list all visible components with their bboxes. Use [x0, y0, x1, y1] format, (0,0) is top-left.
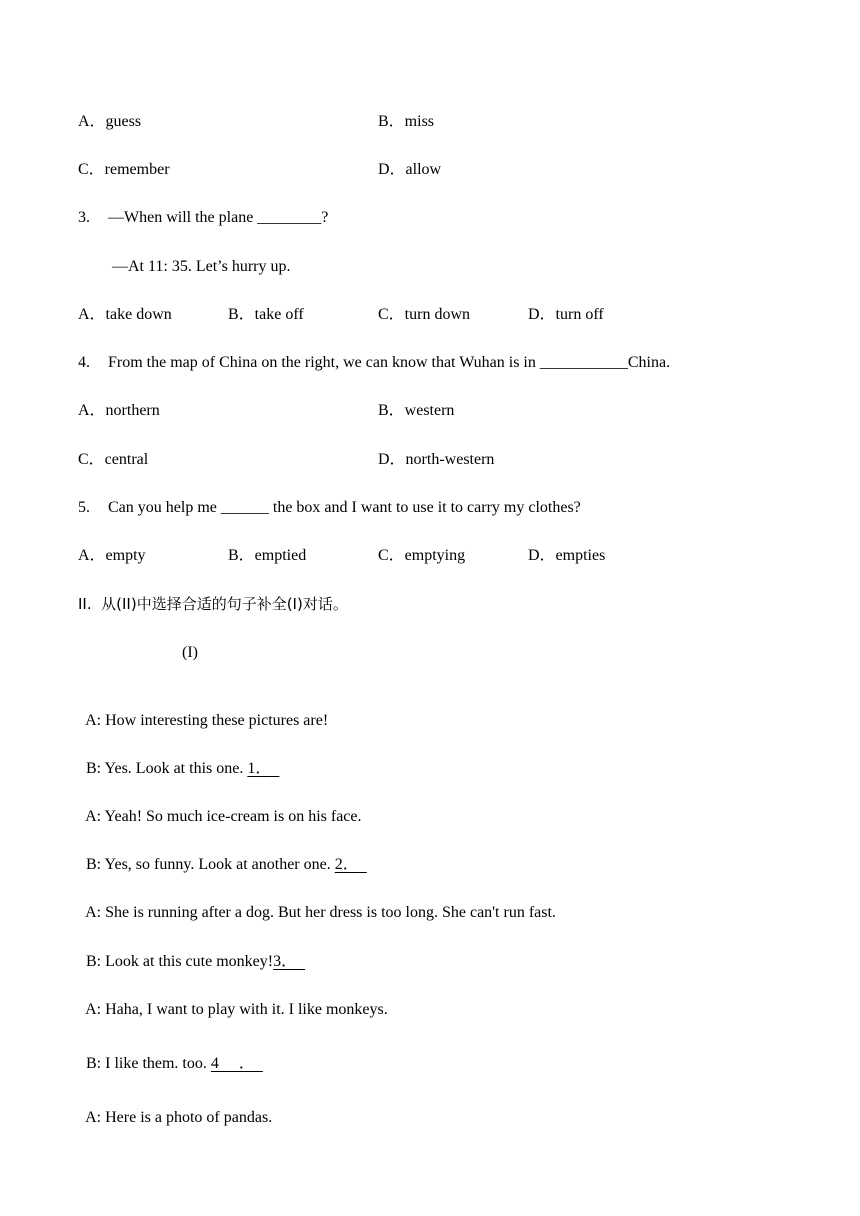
dialogue-line: B: Look at this cute monkey!3． [86, 953, 298, 970]
dialogue-line: A: She is running after a dog. But her dress is too long. She can't run fast. [85, 904, 556, 921]
q3-number: 3. [78, 209, 90, 226]
part-label: (I) [182, 644, 198, 661]
q3-option-c: C．turn down [378, 306, 471, 323]
q5-question: Can you help me ______ the box and I want to use it to carry my clothes? [108, 499, 581, 516]
q5-option-a: A．empty [78, 547, 146, 564]
q3-question: —When will the plane ________? [108, 209, 329, 226]
q5-option-c: C．emptying [378, 547, 466, 564]
q2-option-d: D．allow [378, 161, 442, 178]
q3-option-b: B．take off [228, 306, 304, 323]
q4-option-a: A．northern [78, 402, 160, 419]
dialogue-line: A: Here is a photo of pandas. [85, 1109, 273, 1126]
q4-option-b: B．western [378, 402, 455, 419]
q5-option-b: B．emptied [228, 547, 307, 564]
blank-4: 4 ． [210, 1055, 255, 1072]
q2-option-c: C．remember [78, 161, 170, 178]
q4-number: 4. [78, 354, 90, 371]
q4-option-c: C．central [78, 451, 149, 468]
blank-2: 2． [334, 856, 359, 873]
q2-option-b: B．miss [378, 113, 435, 130]
q3-option-a: A．take down [78, 306, 172, 323]
dialogue-line: A: Yeah! So much ice-cream is on his face. [85, 808, 362, 825]
dialogue-line: A: How interesting these pictures are! [85, 712, 329, 729]
q2-option-a: A．guess [78, 113, 142, 130]
q3-reply: —At 11: 35. Let’s hurry up. [112, 258, 291, 275]
dialogue-line: B: Yes, so funny. Look at another one. 2． [86, 856, 359, 873]
q3-option-d: D．turn off [528, 306, 604, 323]
q4-option-d: D．north-western [378, 451, 495, 468]
q4-question: From the map of China on the right, we can know that Wuhan is in ___________China. [108, 354, 671, 371]
dialogue-line: B: Yes. Look at this one. 1． [86, 760, 272, 777]
section-heading: II. 从(II)中选择合适的句子补全(I)对话。 [78, 595, 348, 613]
q5-number: 5. [78, 499, 90, 516]
dialogue-line: A: Haha, I want to play with it. I like monkeys. [85, 1001, 388, 1018]
q5-option-d: D．empties [528, 547, 606, 564]
dialogue-line: B: I like them. too. 4 ． [86, 1055, 255, 1072]
blank-3: 3． [273, 953, 298, 970]
blank-1: 1． [247, 760, 272, 777]
